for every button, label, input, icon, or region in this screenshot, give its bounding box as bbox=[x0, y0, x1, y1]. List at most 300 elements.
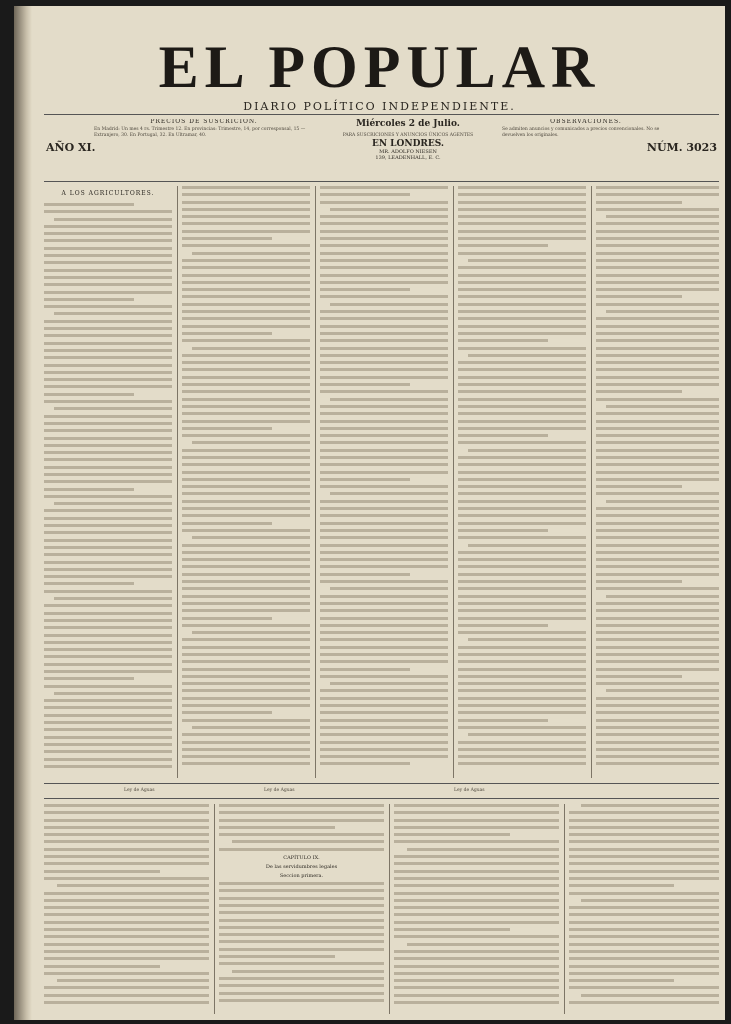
text-line bbox=[394, 921, 559, 924]
text-line bbox=[320, 565, 448, 568]
text-line bbox=[44, 699, 172, 702]
text-line bbox=[44, 517, 172, 520]
text-line bbox=[596, 259, 719, 262]
text-line bbox=[320, 711, 448, 714]
text-line bbox=[44, 283, 172, 286]
text-line bbox=[44, 539, 172, 542]
text-line bbox=[192, 441, 310, 444]
column-divider bbox=[315, 186, 316, 778]
text-line bbox=[182, 587, 310, 590]
text-line bbox=[458, 325, 586, 328]
text-line bbox=[596, 602, 719, 605]
text-line bbox=[54, 502, 172, 505]
text-line bbox=[44, 655, 172, 658]
text-line bbox=[44, 994, 209, 997]
text-line bbox=[596, 317, 719, 320]
text-line bbox=[219, 811, 384, 814]
text-line bbox=[320, 617, 448, 620]
text-line bbox=[320, 186, 448, 189]
text-line bbox=[182, 339, 310, 342]
text-line bbox=[182, 288, 310, 291]
text-line bbox=[57, 884, 209, 887]
text-line bbox=[44, 561, 172, 564]
text-line bbox=[569, 986, 719, 989]
text-line bbox=[458, 646, 586, 649]
text-line bbox=[54, 597, 172, 600]
text-line bbox=[320, 347, 448, 350]
lower-column-2 bbox=[219, 804, 384, 1014]
text-line bbox=[458, 631, 586, 634]
text-line bbox=[596, 274, 719, 277]
text-line bbox=[44, 334, 172, 337]
text-line bbox=[458, 587, 586, 590]
text-line bbox=[44, 634, 172, 637]
text-line bbox=[44, 444, 172, 447]
agent-city: EN LONDRES. bbox=[371, 139, 445, 149]
text-line bbox=[182, 741, 310, 744]
column-text bbox=[44, 203, 172, 768]
text-line bbox=[44, 575, 172, 578]
text-line bbox=[458, 463, 586, 466]
text-line bbox=[44, 568, 172, 571]
text-line bbox=[468, 638, 586, 641]
text-line bbox=[182, 609, 310, 612]
text-line bbox=[44, 840, 209, 843]
text-line bbox=[219, 833, 384, 836]
text-line bbox=[596, 675, 682, 678]
text-line bbox=[596, 471, 719, 474]
text-line bbox=[596, 376, 719, 379]
text-line bbox=[44, 935, 209, 938]
text-line bbox=[320, 507, 448, 510]
text-line bbox=[596, 295, 682, 298]
text-line bbox=[394, 906, 559, 909]
text-line bbox=[458, 208, 586, 211]
text-line bbox=[44, 855, 209, 858]
text-line bbox=[182, 368, 310, 371]
text-line bbox=[182, 456, 310, 459]
text-line bbox=[569, 811, 719, 814]
text-line bbox=[569, 943, 719, 946]
date-block bbox=[324, 119, 492, 161]
text-line bbox=[458, 332, 586, 335]
text-line bbox=[219, 977, 384, 980]
text-line bbox=[458, 295, 586, 298]
text-line bbox=[182, 565, 310, 568]
text-line bbox=[320, 222, 448, 225]
newspaper-subtitle: DIARIO POLÍTICO INDEPENDIENTE. bbox=[243, 100, 516, 113]
text-line bbox=[606, 595, 719, 598]
text-line bbox=[458, 244, 548, 247]
text-line bbox=[458, 288, 586, 291]
text-line bbox=[219, 992, 384, 995]
text-line bbox=[320, 719, 448, 722]
text-line bbox=[182, 595, 310, 598]
text-line bbox=[596, 668, 719, 671]
text-line bbox=[596, 492, 719, 495]
text-line bbox=[596, 682, 719, 685]
text-line bbox=[596, 208, 719, 211]
text-line bbox=[596, 412, 719, 415]
article-columns bbox=[44, 186, 719, 778]
text-line bbox=[44, 261, 172, 264]
text-line bbox=[44, 225, 172, 228]
text-line bbox=[320, 376, 448, 379]
text-line bbox=[458, 529, 548, 532]
text-line bbox=[596, 441, 719, 444]
text-line bbox=[44, 641, 172, 644]
text-line bbox=[596, 398, 719, 401]
text-line bbox=[596, 726, 719, 729]
text-line bbox=[44, 706, 172, 709]
text-line bbox=[44, 298, 134, 301]
text-line bbox=[182, 383, 310, 386]
text-line bbox=[458, 398, 586, 401]
text-line bbox=[596, 529, 719, 532]
text-line bbox=[44, 913, 209, 916]
text-line bbox=[596, 617, 719, 620]
text-line bbox=[394, 899, 559, 902]
text-line bbox=[182, 244, 310, 247]
text-line bbox=[320, 733, 448, 736]
text-line bbox=[394, 994, 559, 997]
text-line bbox=[394, 965, 559, 968]
text-line bbox=[232, 970, 384, 973]
prices-text: En Madrid: Un mes 4 rs. Trimestre 12. En provincias: Trimestre, 14, por corresponsal, 15 — Extranjero, 30. En Portugal, 32. En Ultramar, 40. bbox=[94, 127, 306, 138]
text-line bbox=[596, 463, 719, 466]
text-line bbox=[569, 972, 719, 975]
text-line bbox=[44, 804, 209, 807]
issue-number: NÚM. 3023 bbox=[646, 141, 717, 154]
text-line bbox=[596, 646, 719, 649]
text-line bbox=[596, 186, 719, 189]
prices-title: PRECIOS DE SUSCRICION. bbox=[150, 119, 258, 125]
text-line bbox=[596, 244, 719, 247]
text-line bbox=[458, 186, 586, 189]
text-line bbox=[596, 383, 719, 386]
text-line bbox=[458, 741, 586, 744]
text-line bbox=[458, 675, 586, 678]
text-line bbox=[569, 884, 674, 887]
text-line bbox=[394, 928, 510, 931]
text-line bbox=[44, 415, 172, 418]
text-line bbox=[182, 544, 310, 547]
text-line bbox=[458, 427, 586, 430]
text-line bbox=[394, 986, 559, 989]
text-line bbox=[596, 485, 682, 488]
column-text bbox=[320, 186, 448, 765]
text-line bbox=[458, 500, 586, 503]
text-line bbox=[458, 376, 586, 379]
text-line bbox=[596, 201, 682, 204]
text-line bbox=[596, 565, 719, 568]
text-line bbox=[182, 201, 310, 204]
text-line bbox=[581, 804, 719, 807]
text-line bbox=[394, 811, 559, 814]
text-line bbox=[458, 215, 586, 218]
column-text bbox=[44, 804, 209, 1004]
text-line bbox=[458, 361, 586, 364]
text-line bbox=[182, 653, 310, 656]
text-line bbox=[320, 244, 448, 247]
column-text bbox=[596, 186, 719, 765]
text-line bbox=[182, 398, 310, 401]
text-line bbox=[219, 904, 384, 907]
text-line bbox=[44, 943, 209, 946]
observations-box bbox=[502, 119, 670, 177]
chapter-heading: CAPÍTULO IX. bbox=[283, 855, 320, 862]
text-line bbox=[458, 653, 586, 656]
text-line bbox=[394, 804, 559, 807]
text-line bbox=[44, 677, 134, 680]
text-line bbox=[182, 733, 310, 736]
text-line bbox=[320, 536, 448, 539]
text-line bbox=[44, 892, 209, 895]
agent-address: 139, LEADENHALL, E. C. bbox=[375, 155, 441, 161]
text-line bbox=[596, 230, 719, 233]
text-line bbox=[182, 551, 310, 554]
text-line bbox=[182, 325, 310, 328]
text-line bbox=[407, 848, 559, 851]
text-line bbox=[44, 364, 172, 367]
text-line bbox=[182, 208, 310, 211]
text-line bbox=[44, 400, 172, 403]
text-line bbox=[596, 573, 719, 576]
text-line bbox=[458, 668, 586, 671]
text-line bbox=[320, 390, 448, 393]
text-line bbox=[44, 870, 160, 873]
text-line bbox=[458, 274, 586, 277]
text-line bbox=[44, 826, 209, 829]
text-line bbox=[44, 811, 209, 814]
text-line bbox=[182, 602, 310, 605]
text-line bbox=[320, 660, 448, 663]
text-line bbox=[44, 765, 172, 768]
text-line bbox=[320, 332, 448, 335]
text-line bbox=[569, 928, 719, 931]
column-1 bbox=[44, 186, 172, 778]
text-line bbox=[182, 668, 310, 671]
text-line bbox=[320, 354, 448, 357]
text-line bbox=[458, 383, 586, 386]
text-line bbox=[458, 689, 586, 692]
text-line bbox=[330, 208, 448, 211]
text-line bbox=[596, 704, 719, 707]
text-line bbox=[569, 819, 719, 822]
text-line bbox=[320, 259, 448, 262]
article-heading: A LOS AGRICULTORES. bbox=[61, 190, 155, 197]
text-line bbox=[320, 741, 448, 744]
text-line bbox=[54, 692, 172, 695]
text-line bbox=[44, 254, 172, 257]
text-line bbox=[44, 276, 172, 279]
column-text bbox=[219, 804, 384, 851]
text-line bbox=[606, 215, 719, 218]
text-line bbox=[320, 689, 448, 692]
text-line bbox=[596, 631, 719, 634]
text-line bbox=[394, 877, 559, 880]
text-line bbox=[44, 604, 172, 607]
text-line bbox=[232, 840, 384, 843]
text-line bbox=[44, 393, 134, 396]
text-line bbox=[320, 748, 448, 751]
text-line bbox=[44, 728, 172, 731]
text-line bbox=[44, 239, 172, 242]
text-line bbox=[596, 332, 719, 335]
text-line bbox=[394, 826, 559, 829]
text-line bbox=[394, 819, 559, 822]
text-line bbox=[320, 551, 448, 554]
text-line bbox=[468, 733, 586, 736]
text-line bbox=[44, 819, 209, 822]
text-line bbox=[192, 252, 310, 255]
text-line bbox=[182, 558, 310, 561]
text-line bbox=[320, 595, 448, 598]
text-line bbox=[44, 495, 172, 498]
column-text bbox=[219, 882, 384, 1002]
text-line bbox=[596, 624, 719, 627]
text-line bbox=[596, 456, 719, 459]
lower-column-3 bbox=[394, 804, 559, 1014]
text-line bbox=[596, 222, 719, 225]
text-line bbox=[596, 741, 719, 744]
text-line bbox=[44, 269, 172, 272]
text-line bbox=[44, 758, 172, 761]
text-line bbox=[458, 222, 586, 225]
text-line bbox=[330, 303, 448, 306]
text-line bbox=[54, 218, 172, 221]
text-line bbox=[320, 456, 448, 459]
text-line bbox=[320, 434, 448, 437]
text-line bbox=[320, 675, 448, 678]
text-line bbox=[458, 682, 586, 685]
text-line bbox=[320, 427, 448, 430]
text-line bbox=[394, 884, 559, 887]
text-line bbox=[182, 711, 272, 714]
text-line bbox=[44, 546, 172, 549]
text-line bbox=[458, 303, 586, 306]
text-line bbox=[54, 407, 172, 410]
text-line bbox=[182, 434, 310, 437]
text-line bbox=[596, 303, 719, 306]
text-line bbox=[182, 361, 310, 364]
text-line bbox=[182, 295, 310, 298]
text-line bbox=[182, 573, 310, 576]
column-text bbox=[182, 186, 310, 765]
text-line bbox=[320, 755, 448, 758]
text-line bbox=[44, 553, 172, 556]
text-line bbox=[44, 685, 172, 688]
text-line bbox=[219, 897, 384, 900]
text-line bbox=[219, 848, 384, 851]
text-line bbox=[182, 748, 310, 751]
text-line bbox=[581, 899, 719, 902]
text-line bbox=[458, 471, 586, 474]
text-line bbox=[44, 590, 172, 593]
text-line bbox=[458, 252, 586, 255]
text-line bbox=[182, 624, 310, 627]
text-line bbox=[458, 434, 548, 437]
text-line bbox=[219, 911, 384, 914]
text-line bbox=[458, 485, 586, 488]
column-divider bbox=[177, 186, 178, 778]
text-line bbox=[596, 762, 719, 765]
text-line bbox=[44, 451, 172, 454]
text-line bbox=[458, 237, 586, 240]
text-line bbox=[44, 736, 172, 739]
text-line bbox=[458, 507, 586, 510]
text-line bbox=[44, 877, 209, 880]
text-line bbox=[182, 755, 310, 758]
text-line bbox=[44, 210, 172, 213]
text-line bbox=[458, 660, 586, 663]
text-line bbox=[458, 595, 586, 598]
text-line bbox=[44, 670, 172, 673]
text-line bbox=[182, 332, 272, 335]
text-line bbox=[596, 354, 719, 357]
chapter-subheading: De las servidumbres legales bbox=[265, 864, 338, 871]
text-line bbox=[596, 522, 719, 525]
text-line bbox=[569, 870, 719, 873]
supplement-columns bbox=[44, 804, 719, 1014]
text-line bbox=[394, 892, 559, 895]
text-line bbox=[44, 921, 209, 924]
binding-spine bbox=[14, 6, 32, 1020]
text-line bbox=[57, 979, 209, 982]
text-line bbox=[320, 602, 448, 605]
text-line bbox=[182, 492, 310, 495]
text-line bbox=[596, 536, 719, 539]
observations-text: Se admiten anuncios y comunicados a precios convencionales. No se devuelven los originales. bbox=[502, 127, 660, 138]
section-heading: Seccion primera. bbox=[279, 873, 324, 880]
text-line bbox=[596, 325, 719, 328]
text-line bbox=[320, 485, 448, 488]
text-line bbox=[44, 906, 209, 909]
text-line bbox=[606, 405, 719, 408]
text-line bbox=[192, 536, 310, 539]
folio-center: Ley de Aguas bbox=[264, 788, 295, 793]
text-line bbox=[44, 203, 134, 206]
text-line bbox=[182, 317, 310, 320]
text-line bbox=[458, 310, 586, 313]
text-line bbox=[320, 704, 448, 707]
text-line bbox=[320, 215, 448, 218]
text-line bbox=[320, 668, 410, 671]
text-line bbox=[44, 385, 172, 388]
text-line bbox=[596, 653, 719, 656]
text-line bbox=[596, 193, 719, 196]
text-line bbox=[320, 288, 410, 291]
text-line bbox=[182, 529, 310, 532]
text-line bbox=[44, 291, 172, 294]
column-2 bbox=[182, 186, 310, 778]
text-line bbox=[44, 371, 172, 374]
text-line bbox=[468, 544, 586, 547]
text-line bbox=[44, 349, 172, 352]
column-4 bbox=[458, 186, 586, 778]
text-line bbox=[569, 906, 719, 909]
text-line bbox=[219, 819, 384, 822]
text-line bbox=[458, 456, 586, 459]
section-divider bbox=[44, 783, 719, 784]
text-line bbox=[182, 675, 310, 678]
text-line bbox=[458, 514, 586, 517]
text-line bbox=[44, 714, 172, 717]
text-line bbox=[458, 230, 586, 233]
text-line bbox=[320, 653, 448, 656]
folio-right: Ley de Aguas bbox=[454, 788, 485, 793]
text-line bbox=[320, 441, 448, 444]
